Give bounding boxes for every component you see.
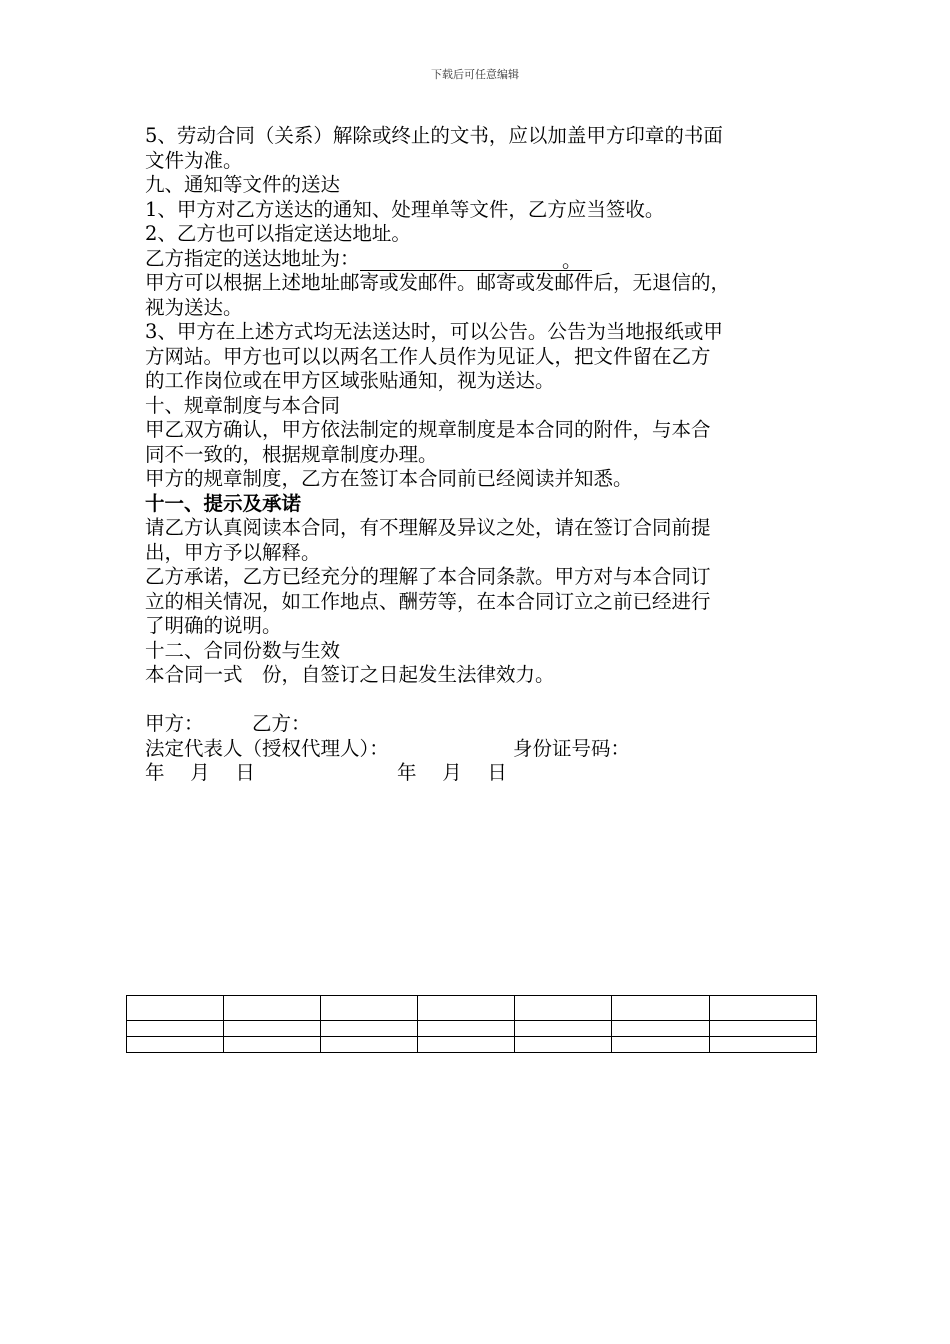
signature-parties-row xyxy=(145,712,825,737)
delivery-address-label: 乙方指定的送达地址为： xyxy=(145,246,360,270)
section-9-mail-line-1: 甲方可以根据上述地址邮寄或发邮件。邮寄或发邮件后，无退信的， xyxy=(145,271,731,294)
table-cell xyxy=(321,1021,418,1037)
section-11-para-2-line-3: 了明确的说明。 xyxy=(145,614,282,637)
table-cell xyxy=(224,1037,321,1053)
section-9-item-2: 2、乙方也可以指定送达地址。 xyxy=(145,222,411,245)
page-header: 下载后可任意编辑 xyxy=(431,68,519,81)
section-9-item-3-line-2: 方网站。甲方也可以以两名工作人员作为见证人，把文件留在乙方 xyxy=(145,344,711,368)
table-row xyxy=(127,996,817,1021)
section-9-heading: 九、通知等文件的送达 xyxy=(145,173,341,196)
section-11-heading: 十一、提示及承诺 xyxy=(145,491,302,515)
table-cell xyxy=(321,1037,418,1053)
table-cell xyxy=(612,996,710,1021)
section-11-para-1-line-1: 请乙方认真阅读本合同，有不理解及异议之处，请在签订合同前提 xyxy=(145,516,711,539)
id-number-label: 身份证号码： xyxy=(513,736,631,760)
delivery-address-line xyxy=(145,247,825,272)
table-cell xyxy=(224,1021,321,1037)
section-12-para: 本合同一式 份，自签订之日起发生法律效力。 xyxy=(145,663,555,686)
section-9-item-3-line-1: 3、甲方在上述方式均无法送达时，可以公告。公告为当地报纸或甲 xyxy=(145,320,723,343)
party-a-label: 甲方： xyxy=(145,712,204,735)
section-10-para-1-line-1: 甲乙双方确认，甲方依法制定的规章制度是本合同的附件，与本合 xyxy=(145,418,711,441)
section-11-para-2-line-1: 乙方承诺，乙方已经充分的理解了本合同条款。甲方对与本合同订 xyxy=(145,565,711,588)
signature-date-row xyxy=(145,761,825,786)
section-9-item-3-line-3: 的工作岗位或在甲方区域张贴通知，视为送达。 xyxy=(145,369,555,392)
legal-rep-label: 法定代表人（授权代理人）： xyxy=(145,736,389,760)
table-cell xyxy=(515,1021,612,1037)
table-cell xyxy=(515,1037,612,1053)
table-cell xyxy=(418,1021,515,1037)
table-row xyxy=(127,1021,817,1037)
table-cell xyxy=(710,1021,817,1037)
table-cell xyxy=(224,996,321,1021)
party-b-label: 乙方： xyxy=(252,712,311,735)
table-cell xyxy=(127,996,224,1021)
delivery-address-blank[interactable] xyxy=(360,250,592,271)
signature-rep-row xyxy=(145,737,825,762)
table-row xyxy=(127,1037,817,1053)
delivery-address-period: 。 xyxy=(562,248,582,272)
section-11-para-1-line-2: 出，甲方予以解释。 xyxy=(145,540,321,564)
section-12-heading: 十二、合同份数与生效 xyxy=(145,638,341,662)
table-cell xyxy=(710,996,817,1021)
table-cell xyxy=(418,1037,515,1053)
table-cell xyxy=(710,1037,817,1053)
table-cell xyxy=(515,996,612,1021)
section-11-para-2-line-2: 立的相关情况，如工作地点、酬劳等，在本合同订立之前已经进行 xyxy=(145,589,711,613)
spacer xyxy=(145,688,825,713)
section-10-para-2: 甲方的规章制度，乙方在签订本合同前已经阅读并知悉。 xyxy=(145,467,633,490)
section-10-para-1-line-2: 同不一致的，根据规章制度办理。 xyxy=(145,442,438,466)
table-cell xyxy=(127,1021,224,1037)
party-a-date: 年 月 日 xyxy=(145,761,255,784)
contract-body xyxy=(145,124,825,786)
table-cell xyxy=(612,1037,710,1053)
clause-5-line-2: 文件为准。 xyxy=(145,148,243,172)
table-cell xyxy=(321,996,418,1021)
table-cell xyxy=(127,1037,224,1053)
section-9-mail-line-2: 视为送达。 xyxy=(145,295,243,319)
table-cell xyxy=(418,996,515,1021)
footer-grid-table xyxy=(126,995,817,1053)
table-cell xyxy=(612,1021,710,1037)
section-9-item-1: 1、甲方对乙方送达的通知、处理单等文件，乙方应当签收。 xyxy=(145,197,665,221)
section-10-heading: 十、规章制度与本合同 xyxy=(145,393,341,417)
clause-5-line-1: 5、劳动合同（关系）解除或终止的文书，应以加盖甲方印章的书面 xyxy=(145,124,723,147)
party-b-date: 年 月 日 xyxy=(397,761,507,784)
